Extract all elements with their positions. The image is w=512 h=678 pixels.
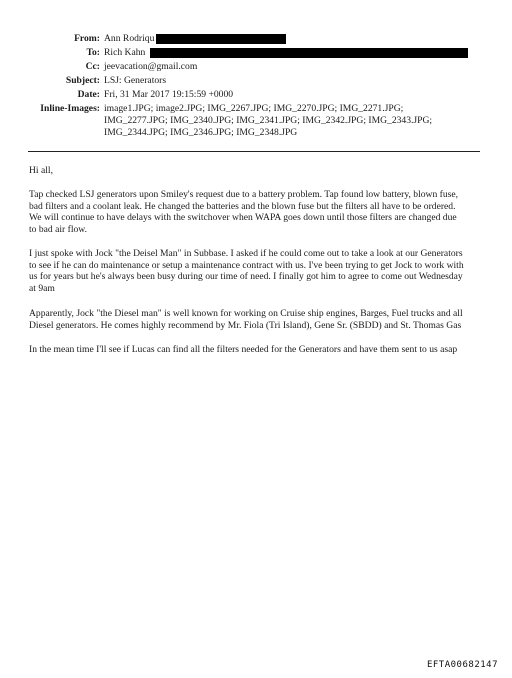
greeting [29,165,485,177]
bates-number: EFTA00682147 [426,660,498,670]
from-row [0,32,512,46]
cc-row [0,60,512,74]
paragraph-line: Tap checked LSJ generators upon Smiley's request due to a battery problem. Tap found low battery, blown fuse, [29,189,459,200]
date-value: Fri, 31 Mar 2017 19:15:59 +0000 [104,89,234,100]
paragraph-line: I just spoke with Jock "the Deisel Man" in Subbase. I asked if he could come out to take a look at our Generators [29,248,463,259]
inline-images-line: IMG_2344.JPG; IMG_2346.JPG; IMG_2348.JPG [104,127,298,138]
paragraph-4 [29,344,485,356]
paragraph-line: to bad air flow. [29,224,87,236]
paragraph-2 [29,248,485,295]
redaction-bar [150,48,468,58]
redaction-bar [156,34,286,44]
to-row [0,46,512,60]
paragraph-1 [29,189,485,236]
greeting-text: Hi all, [29,165,53,176]
date-label: Date: [77,89,100,100]
paragraph-line: We will continue to have delays with the switchover when WAPA goes down until those filters are changed due [29,212,457,224]
paragraph-line: to see if he can do maintenance or setup a maintenance contract with us. I've been trying to get Jock to work with [29,259,464,271]
from-value: Ann Rodriqu [104,33,155,44]
inline-images-line: image1.JPG; image2.JPG; IMG_2267.JPG; IMG_2270.JPG; IMG_2271.JPG; [104,103,404,114]
subject-value: LSJ: Generators [104,75,167,86]
inline-images-label: Inline-Images: [40,103,100,114]
header-divider [28,151,480,152]
to-value: Rich Kahn [104,47,146,58]
to-label: To: [86,47,100,58]
from-label: From: [74,33,100,44]
subject-row [0,74,512,88]
date-row [0,88,512,102]
paragraph-line: Apparently, Jock "the Diesel man" is well known for working on Cruise ship engines, Barges, Fuel trucks and all [29,308,463,319]
paragraph-line: bad filters and a coolant leak. He changed the batteries and the blown fuse but the filters all have to be ordered. [29,200,456,212]
cc-label: Cc: [85,61,100,72]
paragraph-line: at 9am [29,283,55,295]
inline-images-line: IMG_2277.JPG; IMG_2340.JPG; IMG_2341.JPG; IMG_2342.JPG; IMG_2343.JPG; [104,115,433,126]
cc-value: jeevacation@gmail.com [104,61,198,72]
paragraph-line: us for years but he's always been busy during our time of need. I finally got him to agree to come out Wednesday [29,271,463,283]
inline-images-row-3 [0,126,512,140]
paragraph-line: Diesel generators. He comes highly recommend by Mr. Fiola (Tri Island), Gene Sr. (SBDD) and St. Thomas Gas [29,319,462,331]
paragraph-line: In the mean time I'll see if Lucas can find all the filters needed for the Generators and have them sent to us asap [29,344,458,355]
paragraph-3 [29,308,485,331]
subject-label: Subject: [65,75,100,86]
